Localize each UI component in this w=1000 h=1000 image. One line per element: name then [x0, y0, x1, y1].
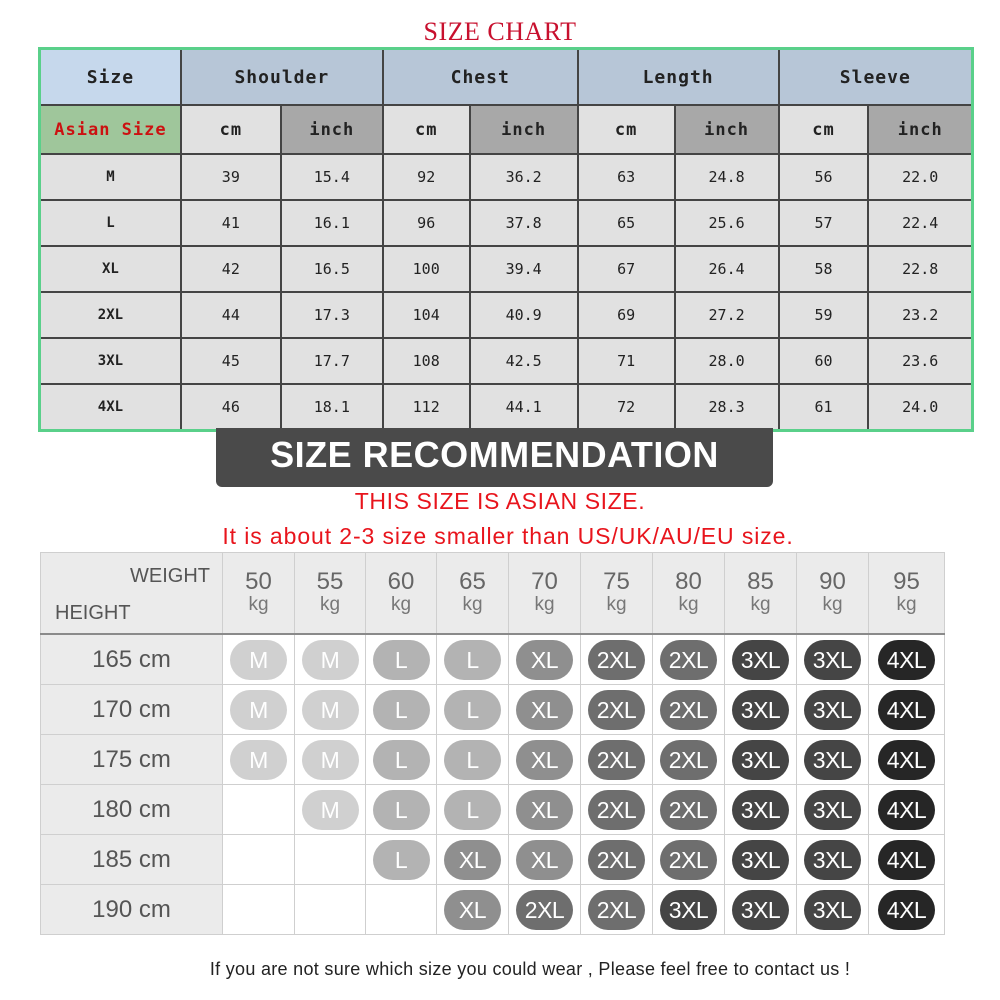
header-shoulder: Shoulder	[181, 49, 383, 106]
unit-inch: inch	[868, 105, 972, 154]
recommendation-cell	[797, 735, 869, 785]
recommendation-cell	[295, 785, 366, 835]
size-badge: 2XL	[588, 690, 645, 730]
measurement-cell: 63	[578, 154, 675, 200]
size-chart-title: SIZE CHART	[423, 17, 577, 46]
height-row	[41, 835, 945, 885]
size-badge: XL	[516, 740, 573, 780]
weight-value: 50	[245, 568, 272, 595]
recommendation-cell	[223, 835, 295, 885]
measurement-cell: 15.4	[281, 154, 383, 200]
size-badge: 3XL	[804, 890, 861, 930]
size-badge: XL	[444, 840, 501, 880]
measurement-cell: 46	[181, 384, 281, 431]
measurement-cell: 28.3	[675, 384, 779, 431]
header-sleeve: Sleeve	[779, 49, 973, 106]
recommendation-cell	[437, 885, 509, 935]
height-row	[41, 885, 945, 935]
size-badge: 3XL	[660, 890, 717, 930]
header-chest: Chest	[383, 49, 578, 106]
measurement-cell: 16.5	[281, 246, 383, 292]
size-badge: L	[373, 690, 430, 730]
weight-unit: kg	[896, 594, 917, 615]
weight-unit: kg	[606, 594, 627, 615]
height-row	[41, 634, 945, 685]
recommendation-cell	[509, 735, 581, 785]
recommendation-cell	[653, 634, 725, 685]
height-cell: 190 cm	[41, 885, 223, 935]
unit-cm: cm	[779, 105, 869, 154]
size-badge: L	[444, 640, 501, 680]
recommendation-cell	[295, 735, 366, 785]
recommendation-cell	[223, 685, 295, 735]
size-badge: M	[302, 740, 359, 780]
recommendation-cell	[653, 785, 725, 835]
measurement-cell: 17.7	[281, 338, 383, 384]
size-recommendation-grid	[40, 552, 945, 935]
height-cell: 170 cm	[41, 685, 223, 735]
size-cell: M	[40, 154, 181, 200]
unit-inch: inch	[470, 105, 578, 154]
recommendation-cell	[581, 685, 653, 735]
recommendation-cell	[725, 885, 797, 935]
recommendation-cell	[725, 634, 797, 685]
weight-header-cell	[509, 553, 581, 635]
recommendation-cell	[223, 785, 295, 835]
size-badge: XL	[516, 840, 573, 880]
size-chart-table	[38, 47, 974, 432]
recommendation-cell	[223, 634, 295, 685]
measurement-cell: 41	[181, 200, 281, 246]
recommendation-cell	[437, 634, 509, 685]
size-badge: M	[302, 640, 359, 680]
weight-label: WEIGHT	[130, 565, 210, 587]
measurement-cell: 60	[779, 338, 869, 384]
measurement-cell: 39	[181, 154, 281, 200]
measurement-cell: 40.9	[470, 292, 578, 338]
size-badge: L	[373, 840, 430, 880]
measurement-cell: 44	[181, 292, 281, 338]
unit-cm: cm	[383, 105, 470, 154]
measurement-cell: 22.4	[868, 200, 972, 246]
asian-size-label: Asian Size	[40, 105, 181, 154]
size-badge: 2XL	[660, 690, 717, 730]
size-chart-header-row	[40, 49, 973, 106]
size-badge: M	[230, 640, 287, 680]
weight-header-cell	[437, 553, 509, 635]
size-badge: XL	[516, 690, 573, 730]
size-chart-units-row	[40, 105, 973, 154]
recommendation-cell	[437, 785, 509, 835]
recommendation-cell	[653, 885, 725, 935]
height-label: HEIGHT	[55, 602, 131, 624]
height-cell: 180 cm	[41, 785, 223, 835]
measurement-cell: 16.1	[281, 200, 383, 246]
recommendation-cell	[653, 685, 725, 735]
measurement-cell: 65	[578, 200, 675, 246]
measurement-cell: 39.4	[470, 246, 578, 292]
measurement-cell: 42.5	[470, 338, 578, 384]
size-badge: 2XL	[660, 640, 717, 680]
recommendation-cell	[581, 885, 653, 935]
recommendation-cell	[797, 785, 869, 835]
size-badge: M	[230, 690, 287, 730]
recommendation-cell	[295, 685, 366, 735]
recommendation-cell	[509, 685, 581, 735]
size-cell: XL	[40, 246, 181, 292]
size-badge: L	[373, 640, 430, 680]
measurement-cell: 59	[779, 292, 869, 338]
recommendation-cell	[581, 634, 653, 685]
recommendation-cell	[653, 735, 725, 785]
recommendation-cell	[581, 835, 653, 885]
weight-unit: kg	[390, 594, 412, 615]
size-badge: 3XL	[732, 890, 789, 930]
size-badge: 2XL	[660, 840, 717, 880]
weight-value: 65	[459, 568, 486, 595]
recommendation-cell	[223, 735, 295, 785]
size-badge: 3XL	[804, 740, 861, 780]
size-badge: 4XL	[878, 890, 935, 930]
size-recommendation-banner: SIZE RECOMMENDATION	[216, 428, 773, 487]
size-row	[40, 154, 973, 200]
size-badge: M	[302, 790, 359, 830]
weight-value: 75	[603, 568, 630, 595]
recommendation-cell	[725, 735, 797, 785]
recommendation-cell	[509, 785, 581, 835]
weight-value: 60	[387, 568, 415, 595]
recommendation-cell	[437, 735, 509, 785]
measurement-cell: 45	[181, 338, 281, 384]
size-row	[40, 200, 973, 246]
size-badge: 2XL	[588, 740, 645, 780]
recommendation-cell	[869, 685, 945, 735]
weight-header-cell	[581, 553, 653, 635]
weight-header-cell	[869, 553, 945, 635]
size-badge: 2XL	[588, 890, 645, 930]
size-badge: XL	[516, 640, 573, 680]
header-size: Size	[40, 49, 181, 106]
weight-header-cell	[725, 553, 797, 635]
recommendation-cell	[869, 735, 945, 785]
size-badge: L	[373, 740, 430, 780]
measurement-cell: 100	[383, 246, 470, 292]
unit-inch: inch	[675, 105, 779, 154]
weight-value: 90	[819, 568, 846, 595]
recommendation-cell	[295, 835, 366, 885]
measurement-cell: 56	[779, 154, 869, 200]
measurement-cell: 104	[383, 292, 470, 338]
unit-inch: inch	[281, 105, 383, 154]
unit-cm: cm	[181, 105, 281, 154]
recommendation-cell	[223, 885, 295, 935]
measurement-cell: 57	[779, 200, 869, 246]
measurement-cell: 69	[578, 292, 675, 338]
size-badge: 2XL	[660, 790, 717, 830]
recommendation-cell	[366, 634, 437, 685]
weight-unit: kg	[248, 594, 269, 615]
measurement-cell: 28.0	[675, 338, 779, 384]
weight-value: 55	[316, 568, 344, 595]
size-badge: 3XL	[732, 740, 789, 780]
measurement-cell: 72	[578, 384, 675, 431]
measurement-cell: 42	[181, 246, 281, 292]
size-badge: 3XL	[732, 690, 789, 730]
recommendation-cell	[869, 785, 945, 835]
recommendation-cell	[295, 634, 366, 685]
size-cell: 4XL	[40, 384, 181, 431]
measurement-cell: 23.2	[868, 292, 972, 338]
measurement-cell: 96	[383, 200, 470, 246]
measurement-cell: 71	[578, 338, 675, 384]
recommendation-cell	[366, 685, 437, 735]
size-badge: 3XL	[804, 640, 861, 680]
recommendation-cell	[295, 885, 366, 935]
contact-footer: If you are not sure which size you could wear , Please feel free to contact us !	[209, 959, 851, 979]
size-badge: L	[444, 740, 501, 780]
recommendation-cell	[797, 685, 869, 735]
size-badge: 2XL	[516, 890, 573, 930]
weight-unit: kg	[822, 594, 843, 615]
recommendation-cell	[725, 685, 797, 735]
measurement-cell: 27.2	[675, 292, 779, 338]
measurement-cell: 23.6	[868, 338, 972, 384]
size-badge: M	[230, 740, 287, 780]
measurement-cell: 112	[383, 384, 470, 431]
size-badge: 4XL	[878, 740, 935, 780]
weight-header-cell	[366, 553, 437, 635]
size-row	[40, 292, 973, 338]
size-badge: 2XL	[588, 790, 645, 830]
height-row	[41, 685, 945, 735]
size-badge: 3XL	[732, 790, 789, 830]
size-badge: 3XL	[804, 840, 861, 880]
measurement-cell: 67	[578, 246, 675, 292]
size-badge: XL	[444, 890, 501, 930]
size-badge: 2XL	[588, 640, 645, 680]
recommendation-cell	[797, 634, 869, 685]
asian-size-note: THIS SIZE IS ASIAN SIZE.	[354, 488, 646, 514]
header-length: Length	[578, 49, 779, 106]
measurement-cell: 24.8	[675, 154, 779, 200]
recommendation-cell	[653, 835, 725, 885]
height-cell: 175 cm	[41, 735, 223, 785]
size-cell: L	[40, 200, 181, 246]
measurement-cell: 61	[779, 384, 869, 431]
recommendation-cell	[366, 835, 437, 885]
recommendation-cell	[509, 835, 581, 885]
weight-unit: kg	[462, 594, 483, 615]
weight-header-row	[41, 553, 945, 635]
weight-unit: kg	[750, 594, 771, 615]
size-badge: 4XL	[878, 840, 935, 880]
size-badge: 3XL	[804, 690, 861, 730]
recommendation-cell	[581, 785, 653, 835]
size-row	[40, 338, 973, 384]
weight-header-cell	[295, 553, 366, 635]
size-badge: L	[444, 690, 501, 730]
recommendation-cell	[581, 735, 653, 785]
weight-height-corner	[41, 553, 223, 635]
size-badge: 2XL	[660, 740, 717, 780]
size-badge: 3XL	[732, 840, 789, 880]
size-badge: 3XL	[804, 790, 861, 830]
size-row	[40, 384, 973, 431]
recommendation-cell	[797, 885, 869, 935]
size-row	[40, 246, 973, 292]
size-difference-note: It is about 2-3 size smaller than US/UK/AU/EU size.	[222, 523, 794, 549]
recommendation-cell	[869, 634, 945, 685]
weight-header-cell	[223, 553, 295, 635]
weight-header-cell	[653, 553, 725, 635]
recommendation-cell	[437, 685, 509, 735]
recommendation-cell	[366, 785, 437, 835]
weight-unit: kg	[319, 594, 341, 615]
size-badge: M	[302, 690, 359, 730]
size-badge: 4XL	[878, 690, 935, 730]
measurement-cell: 22.0	[868, 154, 972, 200]
recommendation-cell	[437, 835, 509, 885]
measurement-cell: 108	[383, 338, 470, 384]
measurement-cell: 22.8	[868, 246, 972, 292]
unit-cm: cm	[578, 105, 675, 154]
size-cell: 2XL	[40, 292, 181, 338]
recommendation-cell	[725, 835, 797, 885]
measurement-cell: 25.6	[675, 200, 779, 246]
recommendation-cell	[725, 785, 797, 835]
recommendation-cell	[869, 885, 945, 935]
weight-value: 70	[531, 568, 558, 595]
height-row	[41, 785, 945, 835]
height-row	[41, 735, 945, 785]
recommendation-cell	[509, 885, 581, 935]
size-badge: L	[373, 790, 430, 830]
height-cell: 185 cm	[41, 835, 223, 885]
height-cell: 165 cm	[41, 634, 223, 685]
weight-unit: kg	[534, 594, 555, 615]
recommendation-cell	[509, 634, 581, 685]
size-badge: 4XL	[878, 790, 935, 830]
measurement-cell: 18.1	[281, 384, 383, 431]
measurement-cell: 58	[779, 246, 869, 292]
size-badge: L	[444, 790, 501, 830]
size-cell: 3XL	[40, 338, 181, 384]
measurement-cell: 92	[383, 154, 470, 200]
recommendation-cell	[366, 735, 437, 785]
measurement-cell: 24.0	[868, 384, 972, 431]
size-badge: 2XL	[588, 840, 645, 880]
measurement-cell: 37.8	[470, 200, 578, 246]
recommendation-cell	[366, 885, 437, 935]
measurement-cell: 36.2	[470, 154, 578, 200]
size-badge: 3XL	[732, 640, 789, 680]
size-badge: 4XL	[878, 640, 935, 680]
recommendation-cell	[869, 835, 945, 885]
measurement-cell: 17.3	[281, 292, 383, 338]
measurement-cell: 26.4	[675, 246, 779, 292]
weight-unit: kg	[678, 594, 699, 615]
weight-value: 80	[675, 568, 702, 595]
weight-header-cell	[797, 553, 869, 635]
measurement-cell: 44.1	[470, 384, 578, 431]
weight-value: 85	[747, 568, 774, 595]
size-badge: XL	[516, 790, 573, 830]
weight-value: 95	[893, 568, 920, 595]
recommendation-cell	[797, 835, 869, 885]
